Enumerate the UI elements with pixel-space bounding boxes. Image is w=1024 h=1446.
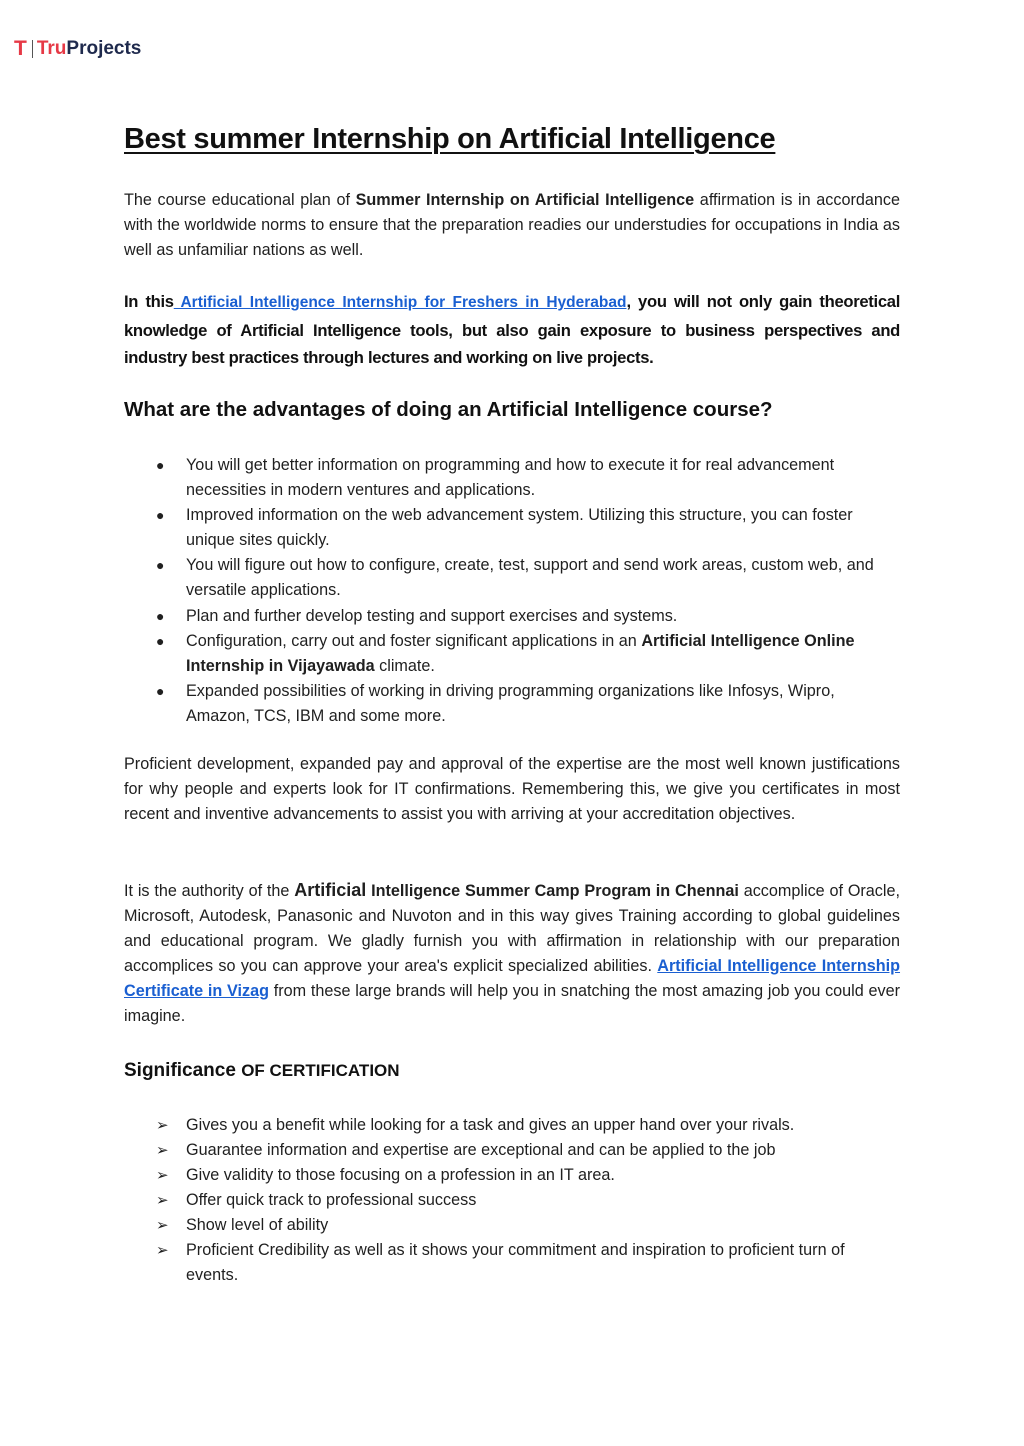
list-item-text: Give validity to those focusing on a profession in an IT area. [186, 1166, 615, 1184]
significance-heading-part1: Significance [124, 1060, 242, 1081]
list-item [124, 1213, 900, 1238]
arrow-icon: ➢ [156, 1192, 169, 1209]
list-item [124, 1138, 900, 1163]
list-item-text: Proficient Credibility as well as it shows your commitment and inspiration to proficient turn of events. [186, 1241, 845, 1284]
proficient-paragraph: Proficient development, expanded pay and approval of the expertise are the most well known justifications for why people and experts look for IT confirmations. Remembering this, we give you certificates in most recent and inventive advancements to assist you with arriving at your accreditation objectives. [124, 755, 900, 823]
list-item-bold: Artificial Intelligence Online Internship in Vijayawada [186, 632, 855, 675]
list-item-text-before: Configuration, carry out and foster significant applications in an [186, 632, 642, 650]
bullet-icon: ● [156, 608, 165, 624]
list-item [124, 453, 900, 503]
list-item [124, 1113, 900, 1138]
list-item [124, 1238, 900, 1288]
list-item-text: Guarantee information and expertise are exceptional and can be applied to the job [186, 1141, 776, 1159]
bullet-icon: ● [156, 633, 165, 649]
list-item-text: Offer quick track to professional success [186, 1191, 477, 1209]
advantages-heading: What are the advantages of doing an Artificial Intelligence course? [124, 398, 773, 421]
arrow-icon: ➢ [156, 1142, 169, 1159]
logo-mark: T [14, 37, 27, 60]
list-item [124, 604, 900, 629]
bold-paragraph [124, 288, 900, 372]
significance-heading [124, 1060, 400, 1082]
bold-paragraph-after: , you will not only gain theoretical knowledge of Artificial Intelligence tools, but also gain exposure to business perspectives and industry best practices through lectures and working on live projects. [124, 292, 901, 367]
logo-wordmark [37, 39, 142, 58]
arrow-icon: ➢ [156, 1217, 169, 1234]
hyderabad-internship-link[interactable]: Artificial Intelligence Internship for Freshers in Hyderabad [173, 294, 627, 311]
intro-paragraph [124, 188, 900, 263]
authority-bold: Intelligence Summer Camp Program in Chennai [366, 882, 739, 900]
list-item [124, 1163, 900, 1188]
authority-paragraph [124, 878, 900, 1029]
bullet-icon: ● [156, 507, 165, 523]
logo-wordmark-tru: Tru [36, 38, 67, 59]
list-item-text: Plan and further develop testing and support exercises and systems. [186, 607, 678, 625]
arrow-icon: ➢ [156, 1167, 169, 1184]
bold-paragraph-before: In this [124, 292, 174, 311]
list-item-text: Gives you a benefit while looking for a task and gives an upper hand over your rivals. [186, 1116, 795, 1134]
authority-text-after: from these large brands will help you in snatching the most amazing job you could ever imagine. [124, 982, 900, 1025]
significance-heading-part2: OF CERTIFICATION [241, 1061, 400, 1080]
bullet-icon: ● [156, 457, 165, 473]
intro-text-before: The course educational plan of [124, 191, 356, 209]
list-item-text: You will get better information on programming and how to execute it for real advancement necessities in modern ventures and applications. [186, 456, 835, 499]
logo-divider [32, 40, 33, 58]
truprojects-logo [14, 38, 141, 59]
list-item [124, 629, 900, 679]
list-item [124, 503, 900, 553]
authority-text-middle: accomplice of Oracle, Microsoft, Autodesk, Panasonic and Nuvoton and in this way gives Training according to global guidelines and educational program. We gladly furnish you with affirmation in relationship with our preparation accomplices so you can approve your area's explicit specialized abilities. [124, 882, 901, 975]
list-item-text: Improved information on the web advancement system. Utilizing this structure, you can foster unique sites quickly. [186, 506, 853, 549]
page-title: Best summer Internship on Artificial Intelligence [124, 123, 776, 155]
list-item [124, 553, 900, 603]
authority-text-before: It is the authority of the [124, 882, 295, 900]
list-item-text: You will figure out how to configure, create, test, support and send work areas, custom web, and versatile applications. [186, 556, 874, 599]
bullet-icon: ● [156, 683, 165, 699]
list-item-text: Expanded possibilities of working in driving programming organizations like Infosys, Wipro, Amazon, TCS, IBM and some more. [186, 682, 835, 725]
vizag-certificate-link[interactable]: Artificial Intelligence Internship Certificate in Vizag [124, 957, 901, 1000]
arrow-icon: ➢ [156, 1117, 169, 1134]
advantages-list [124, 453, 900, 729]
bullet-icon: ● [156, 557, 165, 573]
list-item-text: Show level of ability [186, 1216, 329, 1234]
significance-list [124, 1113, 900, 1288]
logo-wordmark-projects: Projects [66, 38, 142, 59]
intro-text-after: affirmation is in accordance with the worldwide norms to ensure that the preparation readies our understudies for occupations in India as well as unfamiliar nations as well. [124, 191, 900, 259]
list-item [124, 679, 900, 729]
authority-bold-big: Artificial [294, 880, 367, 900]
intro-bold: Summer Internship on Artificial Intelligence [355, 191, 695, 209]
list-item [124, 1188, 900, 1213]
list-item-text-after: climate. [374, 657, 435, 675]
arrow-icon: ➢ [156, 1242, 169, 1259]
